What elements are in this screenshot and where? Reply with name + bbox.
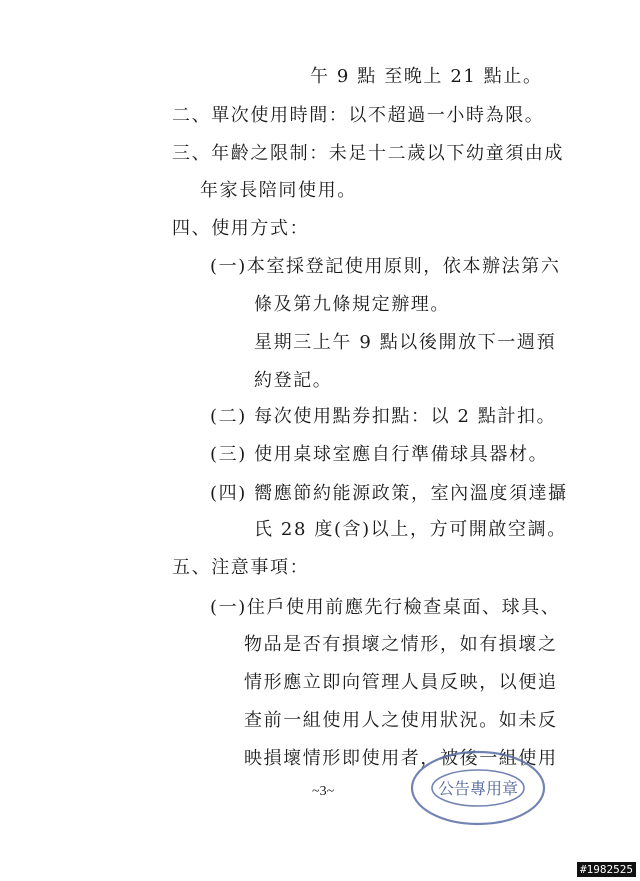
text-line: (三) 使用桌球室應自行準備球具器材。	[210, 444, 549, 465]
text-line: 查前一組使用人之使用狀況。如未反	[244, 710, 558, 731]
text-line: 星期三上午 9 點以後開放下一週預	[254, 332, 557, 353]
text-line: 映損壞情形即使用者，被後一組使用	[244, 748, 558, 769]
text-line: 氏 28 度(含)以上，方可開啟空調。	[254, 519, 567, 540]
text-line: 年家長陪同使用。	[200, 180, 357, 201]
section-heading: 四、使用方式：	[172, 218, 310, 239]
text-line: (四) 嚮應節約能源政策，室內溫度須達攝	[210, 483, 568, 504]
text-line: (二) 每次使用點券扣點：以 2 點計扣。	[210, 406, 557, 427]
section-heading: 五、注意事項：	[172, 557, 310, 578]
serial-number: #1982525	[577, 862, 636, 877]
text-line: 物品是否有損壞之情形，如有損壞之	[244, 634, 558, 655]
text-line: 條及第九條規定辦理。	[254, 294, 450, 315]
text-line: 情形應立即向管理人員反映，以便追	[244, 672, 558, 693]
text-line: (一)本室採登記使用原則，依本辦法第六	[210, 256, 561, 277]
page-number: ~3~	[312, 784, 335, 799]
text-line: 午 9 點 至晚上 21 點止。	[310, 66, 543, 87]
official-seal-stamp	[408, 748, 548, 828]
stamp-text: 公告專用章	[437, 779, 519, 798]
text-line: (一)住戶使用前應先行檢查桌面、球具、	[210, 597, 561, 618]
text-line: 約登記。	[254, 370, 333, 391]
text-line: 三、年齡之限制：未足十二歲以下幼童須由成	[172, 143, 564, 164]
text-line: 二、單次使用時間：以不超過一小時為限。	[172, 105, 545, 126]
